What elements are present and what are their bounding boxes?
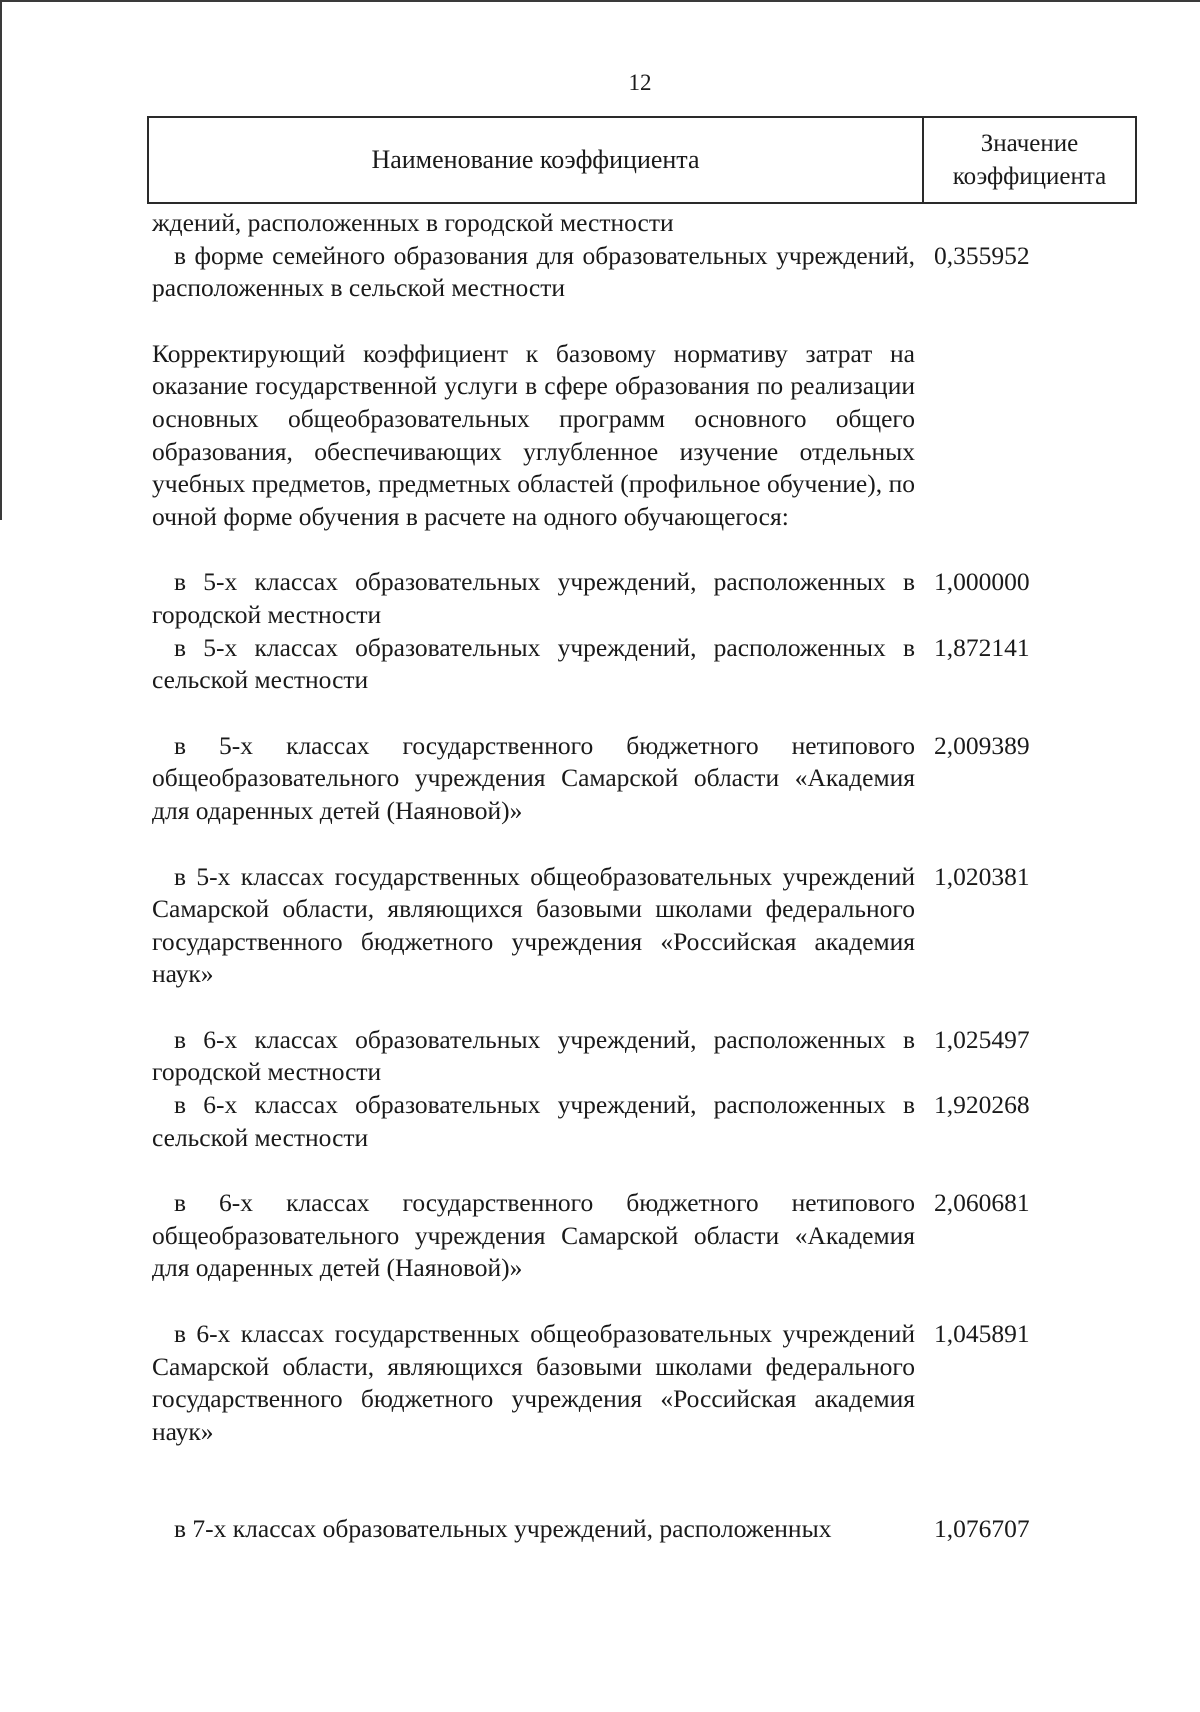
row-description: в 6-х классах образовательных учреждений, расположенных в сельской местности — [152, 1090, 915, 1152]
row-description: в 5-х классах государственных общеобразовательных учреждений Самарской области, являющихся базовыми школами федерального государственного бюджетного учреждения «Российская академия наук» — [152, 861, 915, 989]
row-value: 1,025497 — [934, 1024, 1030, 1054]
row-value: 1,000000 — [934, 567, 1030, 597]
family-education-rural-row — [152, 240, 1152, 305]
continuation-text: ждений, расположенных в городской местности — [152, 208, 674, 237]
table-row — [152, 1024, 1152, 1089]
continuation-row — [152, 207, 1152, 240]
section-heading: Корректирующий коэффициент к базовому нормативу затрат на оказание государственной услуги в сфере образования по реализации основных общеобразовательных программ основного общего образования, обеспечивающих углубленное изучение отдельных учебных предметов, предметных областей (профильное обучение), по очной форме обучения в расчете на одного обучающегося: — [152, 338, 915, 531]
row-value: 1,920268 — [934, 1090, 1030, 1120]
scan-edge-top — [0, 0, 1200, 2]
table-row — [152, 861, 1152, 991]
table-row — [152, 1318, 1152, 1448]
header-coefficient-value — [924, 118, 1135, 202]
row-description: в 6-х классах государственных общеобразовательных учреждений Самарской области, являющихся базовыми школами федерального государственного бюджетного учреждения «Российская академия наук» — [152, 1319, 915, 1446]
row-description: в 5-х классах образовательных учреждений, расположенных в городской местности — [152, 567, 915, 629]
header-value-line2: коэффициента — [952, 163, 1107, 190]
table-row — [152, 1187, 1152, 1285]
page-number: 12 — [628, 70, 652, 95]
section-heading-row — [152, 338, 1152, 534]
row-value: 1,076707 — [934, 1514, 1030, 1544]
table-row — [152, 730, 1152, 828]
coefficient-table-body — [152, 207, 1152, 1546]
table-row — [152, 1089, 1152, 1154]
header-coefficient-name: Наименование коэффициента — [149, 118, 924, 202]
row-description: в 7-х классах образовательных учреждений, расположенных — [174, 1514, 832, 1544]
table-row — [152, 1513, 1152, 1546]
row-description: в 6-х классах образовательных учреждений, расположенных в городской местности — [152, 1024, 915, 1087]
family-education-rural-value: 0,355952 — [934, 240, 1030, 270]
family-education-rural-text: в форме семейного образования для образовательных учреждений, расположенных в сельской местности — [152, 240, 915, 303]
row-value: 1,045891 — [934, 1319, 1030, 1349]
row-value: 1,872141 — [934, 632, 1030, 662]
table-row — [152, 632, 1152, 697]
row-description: в 5-х классах государственного бюджетного нетипового общеобразовательного учреждения Самарской области «Академия для одаренных детей (Наяновой)» — [152, 730, 915, 825]
row-value: 2,060681 — [934, 1188, 1030, 1218]
table-header — [147, 116, 1137, 204]
row-value: 1,020381 — [934, 861, 1030, 891]
row-value: 2,009389 — [934, 730, 1030, 760]
row-description: в 5-х классах образовательных учреждений, расположенных в сельской местности — [152, 632, 915, 695]
header-value-line1: Значение — [980, 130, 1079, 157]
table-row — [152, 566, 1152, 631]
row-description: в 6-х классах государственного бюджетного нетипового общеобразовательного учреждения Самарской области «Академия для одаренных детей (Наяновой)» — [152, 1188, 915, 1283]
